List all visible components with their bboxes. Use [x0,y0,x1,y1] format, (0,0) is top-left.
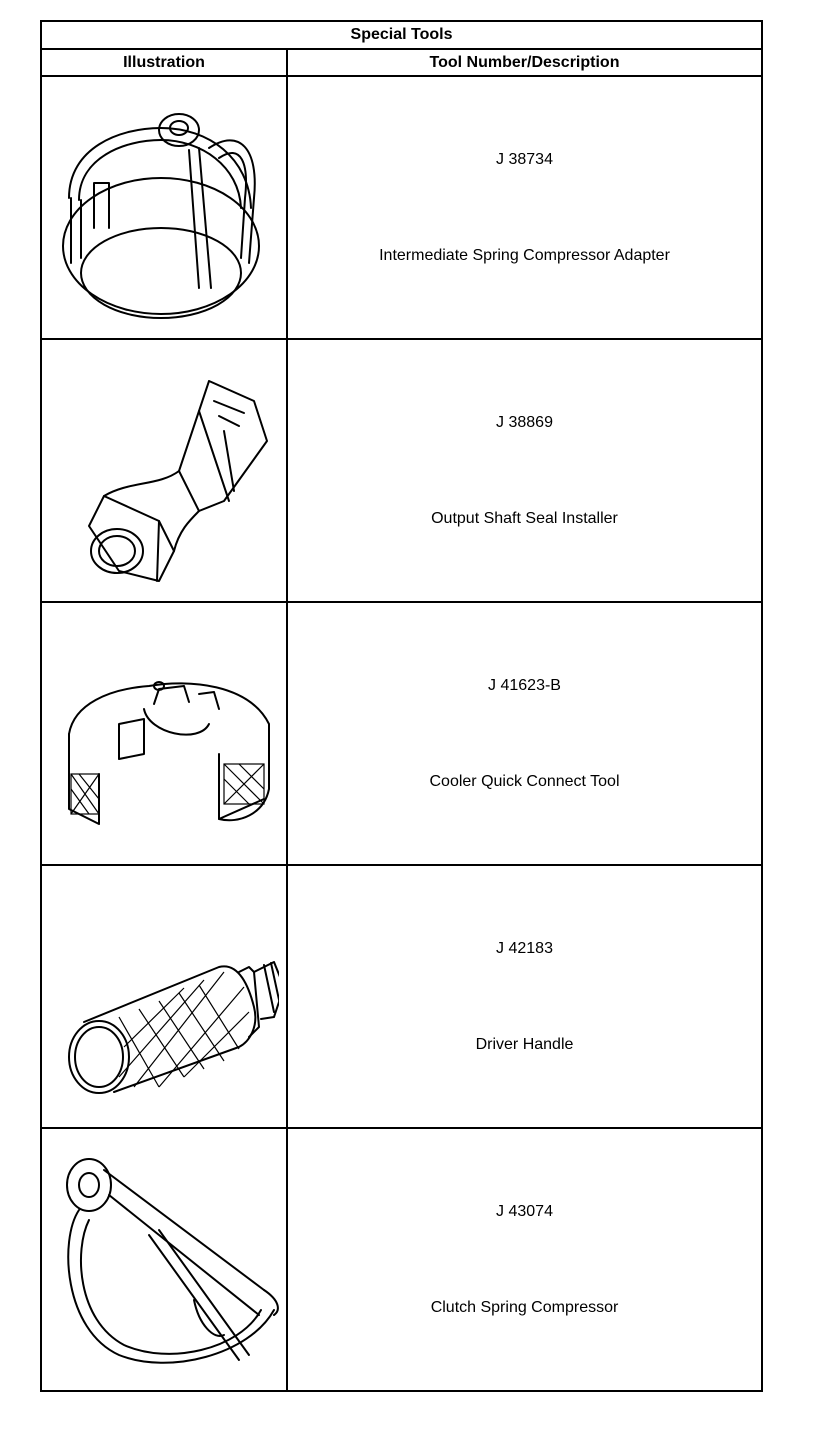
driver-handle-icon [49,877,279,1117]
table-row [41,865,762,1128]
tool-info-cell [287,865,762,1128]
illustration-cell [41,339,287,602]
illustration-cell [41,1128,287,1391]
tool-info-cell [287,76,762,339]
illustration-cell [41,865,287,1128]
table-row [41,1128,762,1391]
table-row [41,76,762,339]
table-row [41,339,762,602]
tool-number: J 41623-B [488,676,561,694]
column-header-tool: Tool Number/Description [287,49,762,76]
tool-description: Driver Handle [475,1035,574,1053]
spring-compressor-adapter-icon [49,88,279,328]
seal-installer-icon [49,351,279,591]
clutch-spring-compressor-icon [49,1140,279,1380]
illustration-cell [41,76,287,339]
table-title: Special Tools [41,21,762,49]
tool-info-cell [287,602,762,865]
table-row [41,602,762,865]
tool-number: J 38734 [496,150,553,168]
tool-description: Cooler Quick Connect Tool [429,772,620,790]
tool-number: J 38869 [496,413,553,431]
tool-info-cell [287,1128,762,1391]
tool-description: Intermediate Spring Compressor Adapter [379,246,670,264]
tool-number: J 42183 [496,939,553,957]
illustration-cell [41,602,287,865]
special-tools-table [40,20,763,1392]
tool-info-cell [287,339,762,602]
tool-number: J 43074 [496,1202,553,1220]
quick-connect-tool-icon [49,614,279,854]
tool-description: Output Shaft Seal Installer [431,509,618,527]
tool-description: Clutch Spring Compressor [430,1298,619,1316]
column-header-illustration: Illustration [41,49,287,76]
